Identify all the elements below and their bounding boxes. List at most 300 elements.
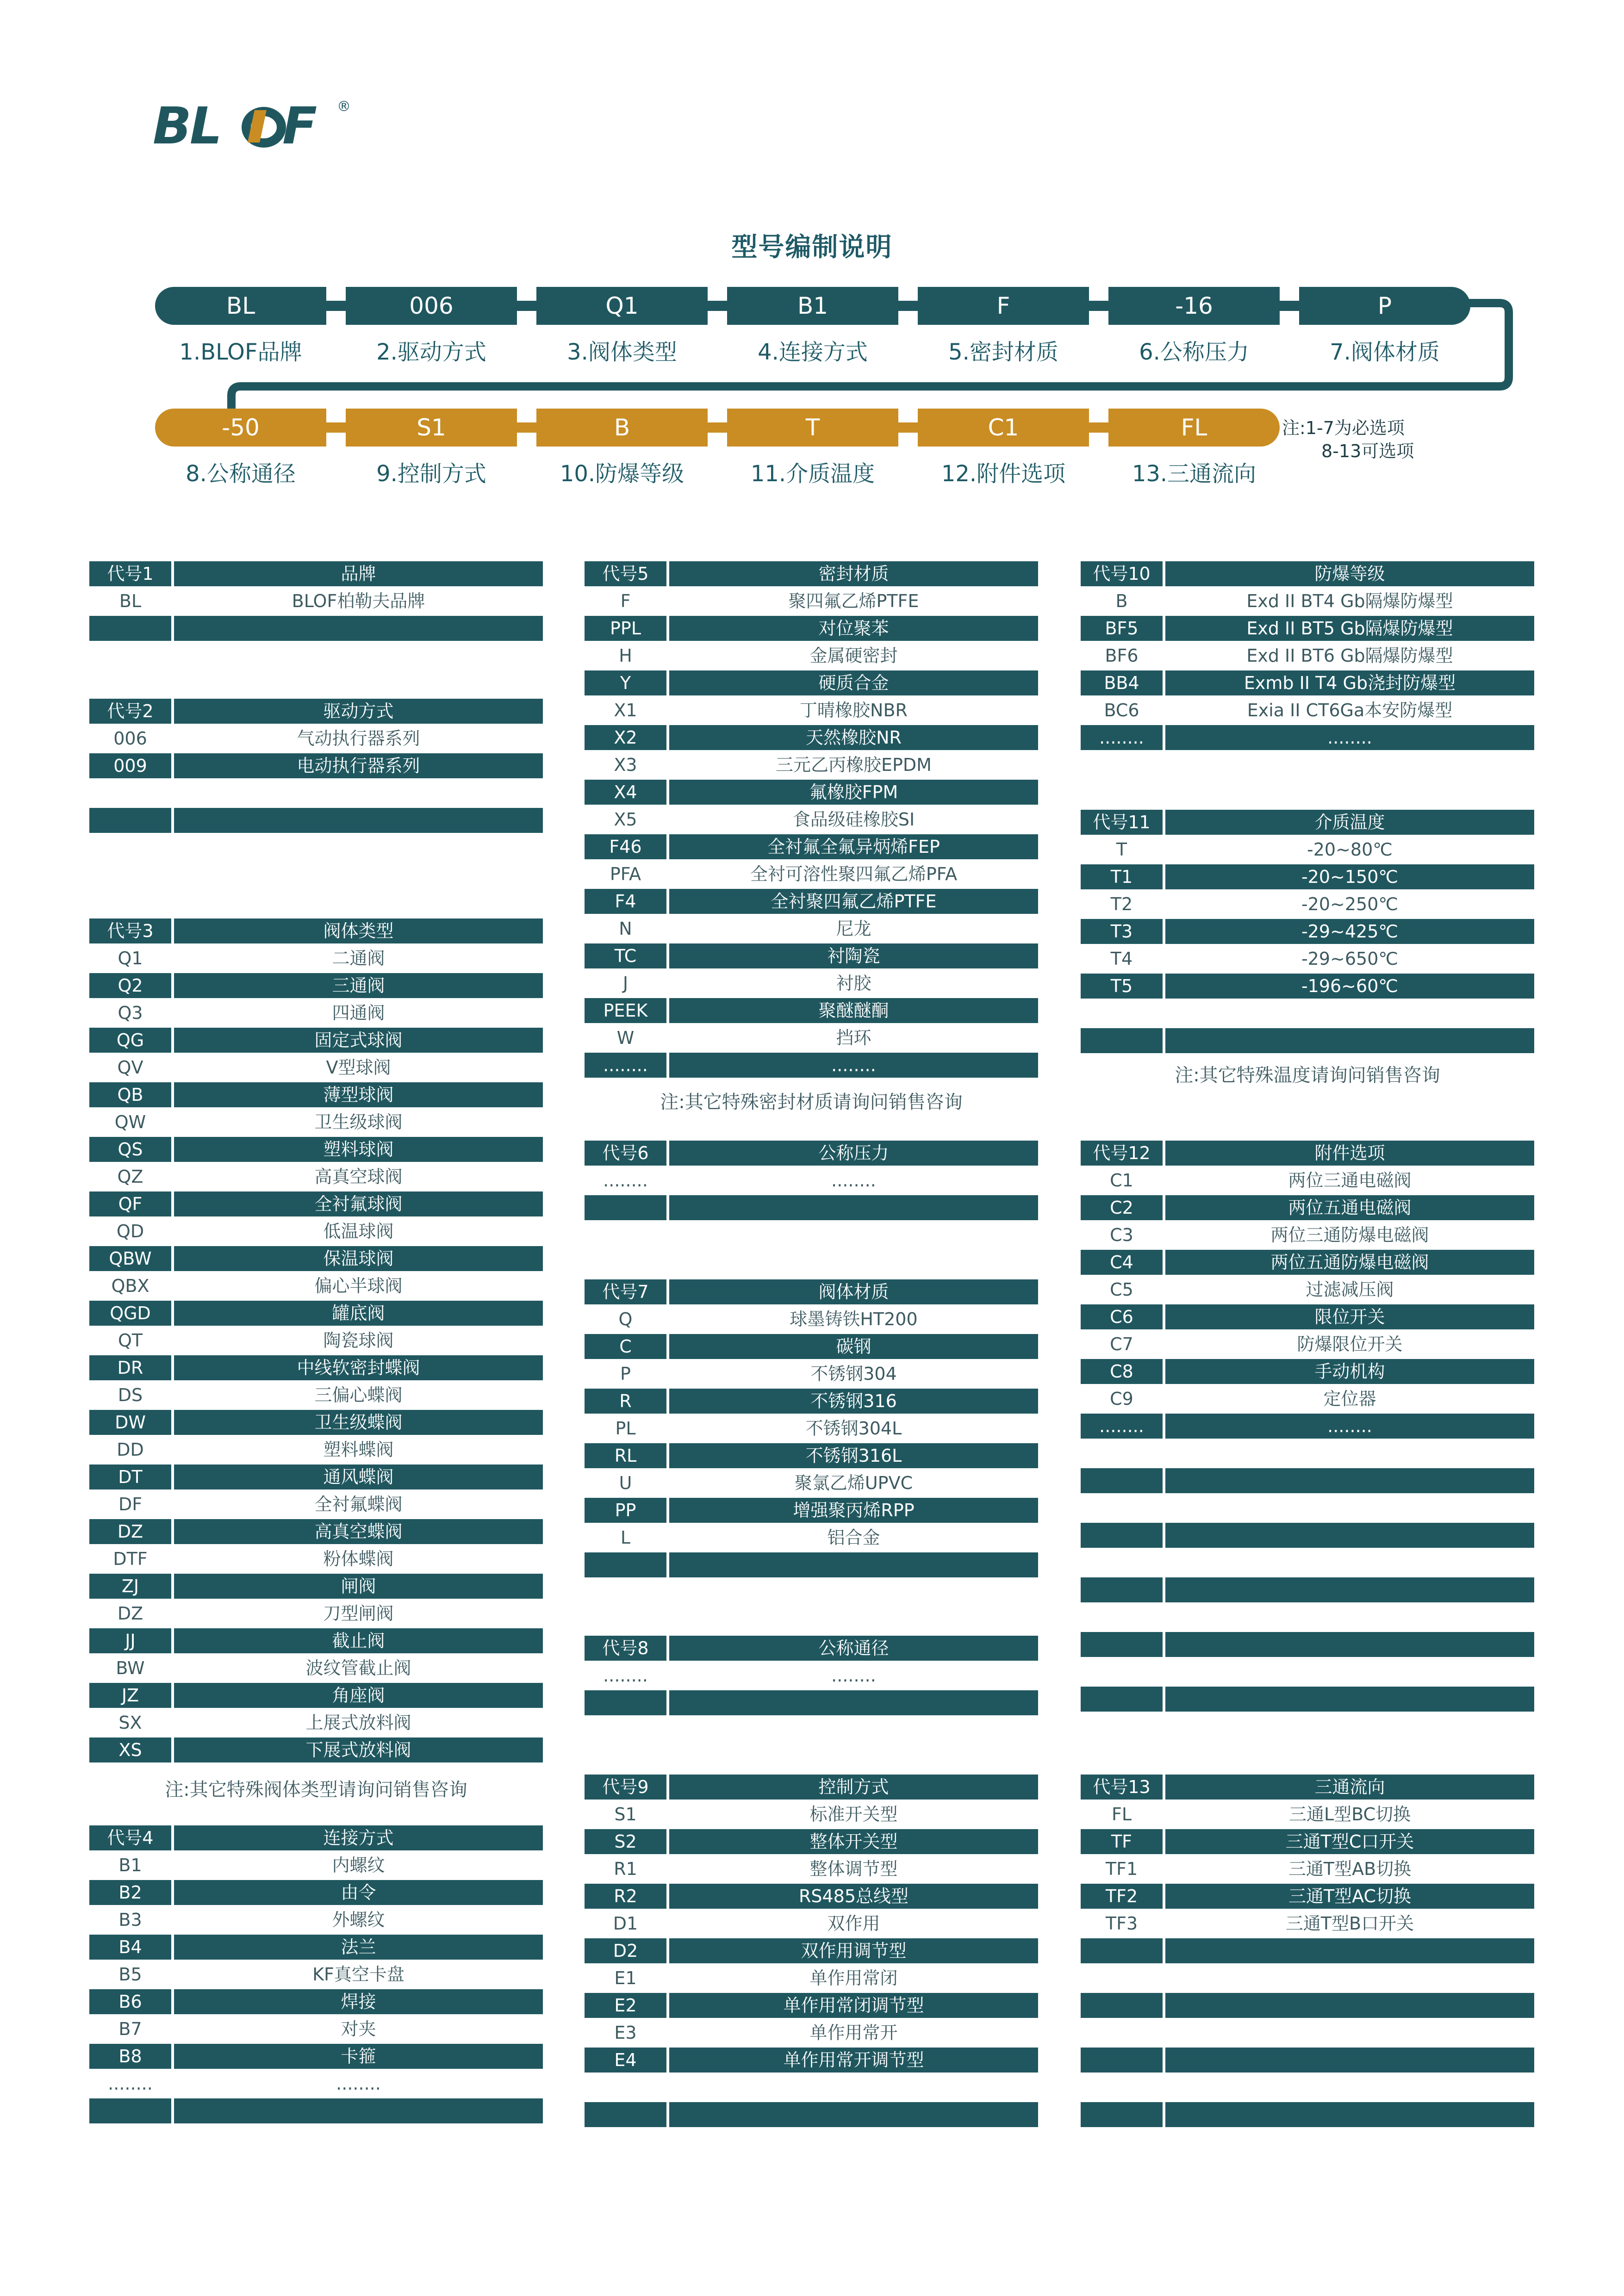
table-header bbox=[585, 1636, 1038, 1661]
table-row bbox=[585, 1471, 1038, 1496]
code-table-t13 bbox=[1081, 1775, 1534, 2129]
code-cell: BW bbox=[116, 1658, 145, 1678]
description-cell: 不锈钢316L bbox=[669, 1443, 1038, 1468]
pill-link bbox=[898, 301, 918, 311]
description-cell: 阀体类型 bbox=[174, 918, 543, 943]
description-cell: 铝合金 bbox=[827, 1527, 880, 1548]
description-cell: 衬陶瓷 bbox=[669, 943, 1038, 968]
table-row bbox=[89, 1110, 543, 1135]
code-cell: E4 bbox=[585, 2048, 666, 2073]
table-row bbox=[89, 1164, 543, 1189]
code-cell: DF bbox=[118, 1494, 143, 1514]
description-cell: 卡箍 bbox=[174, 2044, 543, 2069]
code-cell bbox=[585, 1195, 666, 1220]
pill-link bbox=[708, 422, 727, 433]
code-cell: QB bbox=[89, 1082, 171, 1107]
code-cell: Q3 bbox=[118, 1003, 143, 1023]
code-pill-6: -16 bbox=[1108, 287, 1280, 325]
code-pill-2: S1 bbox=[346, 409, 517, 447]
description-cell: -20~80℃ bbox=[1307, 839, 1393, 860]
description-cell: 薄型球阀 bbox=[174, 1082, 543, 1107]
code-cell: X4 bbox=[585, 780, 666, 805]
table-row bbox=[585, 807, 1038, 832]
table-row bbox=[585, 1307, 1038, 1332]
description-cell: 单作用常闭调节型 bbox=[669, 1993, 1038, 2018]
table-row bbox=[89, 1437, 543, 1462]
table-row bbox=[1081, 837, 1534, 862]
code-cell: 006 bbox=[113, 728, 147, 749]
description-cell: 闸阀 bbox=[174, 1574, 543, 1599]
code-cell: 代号9 bbox=[585, 1775, 666, 1800]
code-cell: BF5 bbox=[1081, 616, 1163, 641]
code-cell: ........ bbox=[108, 2073, 153, 2094]
code-cell: QZ bbox=[117, 1167, 143, 1187]
description-cell: 球墨铸铁HT200 bbox=[790, 1309, 918, 1329]
description-cell: 气动执行器系列 bbox=[297, 728, 420, 749]
description-cell: 上展式放料阀 bbox=[305, 1713, 411, 1733]
table-row bbox=[89, 781, 543, 806]
description-cell: 角座阀 bbox=[174, 1683, 543, 1708]
table-row bbox=[1081, 1250, 1534, 1275]
description-cell bbox=[1165, 2048, 1534, 2073]
table-row bbox=[1081, 974, 1534, 999]
description-cell: 不锈钢316 bbox=[669, 1389, 1038, 1414]
code-cell: 代号13 bbox=[1081, 1775, 1163, 1800]
code-cell: 代号2 bbox=[89, 699, 171, 724]
description-cell bbox=[1165, 1659, 1534, 1684]
code-label-4: 11.介质温度 bbox=[750, 461, 875, 487]
code-cell: C6 bbox=[1081, 1304, 1163, 1329]
table-row bbox=[1081, 616, 1534, 641]
code-table-t3 bbox=[89, 918, 543, 1765]
code-label-1: 1.BLOF品牌 bbox=[179, 339, 302, 365]
description-cell: V型球阀 bbox=[326, 1057, 391, 1078]
description-cell: -29~425℃ bbox=[1165, 919, 1534, 944]
table-row bbox=[1081, 1304, 1534, 1329]
code-cell: F46 bbox=[585, 834, 666, 859]
table-row bbox=[89, 1962, 543, 1987]
code-table-t7 bbox=[585, 1279, 1038, 1580]
description-cell: 公称压力 bbox=[669, 1141, 1038, 1166]
code-cell bbox=[1081, 1468, 1163, 1493]
code-cell: DW bbox=[89, 1410, 171, 1435]
description-cell: 两位三通电磁阀 bbox=[1288, 1170, 1412, 1191]
table-row bbox=[585, 725, 1038, 750]
code-cell: 009 bbox=[89, 753, 171, 778]
code-cell: T bbox=[1116, 839, 1127, 860]
table-row bbox=[1081, 864, 1534, 889]
code-cell bbox=[1081, 1001, 1163, 1026]
code-cell: 代号5 bbox=[585, 561, 666, 586]
code-label-1: 8.公称通径 bbox=[186, 461, 296, 487]
code-cell bbox=[1081, 2048, 1163, 2073]
table-row bbox=[585, 1443, 1038, 1468]
table-note: 注:其它特殊温度请询问销售咨询 bbox=[1175, 1064, 1440, 1086]
code-cell: E3 bbox=[614, 2023, 637, 2043]
description-cell bbox=[1165, 1577, 1534, 1602]
description-cell: 高真空球阀 bbox=[314, 1167, 403, 1187]
description-cell: 陶瓷球阀 bbox=[323, 1330, 394, 1351]
table-row bbox=[1081, 2075, 1534, 2100]
description-cell: ........ bbox=[831, 1665, 876, 1686]
code-cell: ........ bbox=[1081, 1414, 1163, 1439]
code-cell: TF bbox=[1081, 1829, 1163, 1854]
code-cell: X3 bbox=[614, 755, 637, 775]
code-cell: L bbox=[620, 1527, 631, 1548]
code-cell: ........ bbox=[603, 1665, 648, 1686]
table-row bbox=[89, 1383, 543, 1408]
code-label-3: 10.防爆等级 bbox=[560, 461, 684, 487]
code-table-t5 bbox=[585, 561, 1038, 1080]
table-row bbox=[1081, 1993, 1534, 2018]
description-cell: 限位开关 bbox=[1165, 1304, 1534, 1329]
description-cell: 电动执行器系列 bbox=[174, 753, 543, 778]
pill-link bbox=[326, 301, 346, 311]
code-table-t8 bbox=[585, 1636, 1038, 1718]
table-row bbox=[585, 2075, 1038, 2100]
table-row bbox=[585, 1334, 1038, 1359]
code-cell: PEEK bbox=[585, 998, 666, 1023]
table-row bbox=[1081, 1577, 1534, 1602]
description-cell bbox=[1165, 1605, 1534, 1630]
table-row bbox=[89, 1601, 543, 1626]
table-row bbox=[585, 1416, 1038, 1441]
code-pill-2: 006 bbox=[346, 287, 517, 325]
code-label-2: 2.驱动方式 bbox=[376, 339, 486, 365]
code-cell: DT bbox=[89, 1464, 171, 1489]
code-table-t11 bbox=[1081, 810, 1534, 1055]
code-cell: ........ bbox=[1081, 725, 1163, 750]
description-cell bbox=[1165, 1993, 1534, 2018]
code-cell bbox=[89, 616, 171, 641]
code-pill-5: C1 bbox=[918, 409, 1089, 447]
code-cell: BC6 bbox=[1104, 700, 1139, 720]
description-cell: 四通阀 bbox=[332, 1003, 385, 1023]
description-cell: ........ bbox=[1165, 1414, 1534, 1439]
code-cell: C4 bbox=[1081, 1250, 1163, 1275]
description-cell: 密封材质 bbox=[669, 561, 1038, 586]
table-header bbox=[585, 1775, 1038, 1800]
description-cell: 手动机构 bbox=[1165, 1359, 1534, 1384]
description-cell: 对夹 bbox=[341, 2019, 376, 2039]
code-cell: QS bbox=[89, 1137, 171, 1162]
table-row bbox=[1081, 725, 1534, 750]
description-cell: 全衬氟蝶阀 bbox=[314, 1494, 403, 1514]
code-cell: QW bbox=[114, 1112, 146, 1132]
description-cell: 三通流向 bbox=[1165, 1775, 1534, 1800]
table-row bbox=[89, 1880, 543, 1905]
table-row bbox=[89, 2098, 543, 2123]
code-cell: JZ bbox=[89, 1683, 171, 1708]
description-cell: 下展式放料阀 bbox=[174, 1738, 543, 1762]
table-row bbox=[89, 1519, 543, 1544]
description-cell bbox=[1165, 2102, 1534, 2127]
code-pill-4: T bbox=[727, 409, 898, 447]
code-cell bbox=[89, 808, 171, 833]
table-row bbox=[89, 1989, 543, 2014]
table-row bbox=[585, 1938, 1038, 1963]
table-row bbox=[1081, 946, 1534, 971]
table-row bbox=[89, 1055, 543, 1080]
description-cell: 氟橡胶FPM bbox=[669, 780, 1038, 805]
table-row bbox=[585, 943, 1038, 968]
table-header bbox=[1081, 561, 1534, 586]
table-row bbox=[585, 834, 1038, 859]
table-row bbox=[1081, 670, 1534, 695]
description-cell: 全衬氟全氟异炳烯FEP bbox=[669, 834, 1038, 859]
description-cell: 两位五通防爆电磁阀 bbox=[1165, 1250, 1534, 1275]
code-cell: B3 bbox=[118, 1910, 142, 1930]
table-row bbox=[585, 1856, 1038, 1881]
code-cell bbox=[89, 2098, 171, 2123]
table-row bbox=[89, 2044, 543, 2069]
code-cell: Y bbox=[585, 670, 666, 695]
code-cell bbox=[1081, 2075, 1163, 2100]
table-row bbox=[89, 1907, 543, 1932]
description-cell bbox=[1165, 1001, 1534, 1026]
table-header bbox=[89, 561, 543, 586]
code-cell bbox=[1081, 1523, 1163, 1548]
description-cell: 聚氯乙烯UPVC bbox=[794, 1473, 913, 1493]
table-row bbox=[585, 1498, 1038, 1523]
code-label-5: 12.附件选项 bbox=[941, 461, 1066, 487]
code-cell: S2 bbox=[585, 1829, 666, 1854]
description-cell: RS485总线型 bbox=[669, 1884, 1038, 1909]
table-row bbox=[585, 1802, 1038, 1827]
table-row bbox=[585, 998, 1038, 1023]
description-cell: KF真空卡盘 bbox=[312, 1964, 404, 1985]
code-cell: 代号10 bbox=[1081, 561, 1163, 586]
table-row bbox=[1081, 1605, 1534, 1630]
code-label-2: 9.控制方式 bbox=[376, 461, 486, 487]
description-cell bbox=[1165, 2075, 1534, 2100]
table-row bbox=[1081, 1829, 1534, 1854]
code-pill-1: -50 bbox=[155, 409, 326, 447]
table-row bbox=[1081, 2102, 1534, 2127]
code-cell bbox=[585, 2102, 666, 2127]
code-cell bbox=[1081, 1028, 1163, 1053]
table-note: 注:其它特殊密封材质请询问销售咨询 bbox=[660, 1091, 963, 1113]
table-row bbox=[1081, 1441, 1534, 1466]
description-cell: 三通L型BC切换 bbox=[1288, 1804, 1411, 1824]
code-cell bbox=[1081, 1659, 1163, 1684]
table-row bbox=[89, 1137, 543, 1162]
code-cell: ........ bbox=[585, 1053, 666, 1078]
description-cell: 偏心半球阀 bbox=[314, 1276, 403, 1296]
table-row bbox=[585, 752, 1038, 777]
description-cell: 三通T型AC切换 bbox=[1165, 1884, 1534, 1909]
description-cell bbox=[174, 808, 543, 833]
table-row bbox=[1081, 1659, 1534, 1684]
description-cell: 保温球阀 bbox=[174, 1246, 543, 1271]
table-row bbox=[1081, 1496, 1534, 1520]
description-cell: 食品级硅橡胶SI bbox=[792, 809, 915, 830]
description-cell: 单作用常开 bbox=[809, 2023, 898, 2043]
code-cell: 代号1 bbox=[89, 561, 171, 586]
description-cell: 全衬可溶性聚四氟乙烯PFA bbox=[750, 864, 958, 884]
table-row bbox=[585, 616, 1038, 641]
table-row bbox=[1081, 1856, 1534, 1881]
description-cell: 塑料蝶阀 bbox=[323, 1440, 394, 1460]
description-cell: Exd II BT6 Gb隔爆防爆型 bbox=[1246, 645, 1453, 666]
table-row bbox=[585, 1389, 1038, 1414]
table-row bbox=[1081, 1386, 1534, 1411]
code-cell: 代号7 bbox=[585, 1279, 666, 1304]
code-label-7: 7.阀体材质 bbox=[1330, 339, 1440, 365]
code-cell: J bbox=[622, 973, 628, 993]
pill-link bbox=[1280, 301, 1299, 311]
table-row bbox=[89, 1328, 543, 1353]
table-row bbox=[89, 1683, 543, 1708]
table-row bbox=[585, 1911, 1038, 1936]
description-cell: 聚醚醚酮 bbox=[669, 998, 1038, 1023]
description-cell: 聚四氟乙烯PTFE bbox=[788, 591, 919, 611]
description-cell: 对位聚苯 bbox=[669, 616, 1038, 641]
description-cell: 三通阀 bbox=[174, 973, 543, 998]
table-row bbox=[89, 1710, 543, 1735]
code-cell: R2 bbox=[585, 1884, 666, 1909]
code-cell: Q1 bbox=[118, 948, 143, 968]
table-row bbox=[1081, 2048, 1534, 2073]
code-cell: BL bbox=[119, 591, 142, 611]
table-row bbox=[585, 971, 1038, 996]
table-row bbox=[89, 1546, 543, 1571]
table-row bbox=[1081, 1966, 1534, 1991]
description-cell: 不锈钢304L bbox=[805, 1418, 902, 1439]
table-row bbox=[89, 1935, 543, 1960]
code-cell: QT bbox=[118, 1330, 143, 1351]
code-table-t2 bbox=[89, 699, 543, 835]
code-cell: 代号3 bbox=[89, 918, 171, 943]
pill-link bbox=[517, 301, 536, 311]
code-cell: XS bbox=[89, 1738, 171, 1762]
table-row bbox=[89, 1656, 543, 1681]
table-row bbox=[89, 616, 543, 641]
code-pill-5: F bbox=[918, 287, 1089, 325]
code-cell: T4 bbox=[1110, 949, 1133, 969]
code-label-3: 3.阀体类型 bbox=[567, 339, 677, 365]
table-row bbox=[585, 698, 1038, 723]
description-cell bbox=[1165, 1468, 1534, 1493]
description-cell bbox=[1165, 1028, 1534, 1053]
code-cell: R bbox=[585, 1389, 666, 1414]
table-row bbox=[1081, 1550, 1534, 1575]
description-cell bbox=[1165, 1441, 1534, 1466]
code-cell: X5 bbox=[614, 809, 637, 830]
description-cell: 全衬聚四氟乙烯PTFE bbox=[669, 889, 1038, 914]
code-cell: B4 bbox=[89, 1935, 171, 1960]
code-pill-7: P bbox=[1299, 287, 1470, 325]
description-cell: BLOF柏勒夫品牌 bbox=[292, 591, 425, 611]
code-cell: H bbox=[619, 645, 632, 666]
code-cell: TC bbox=[585, 943, 666, 968]
description-cell: 外螺纹 bbox=[332, 1910, 385, 1930]
description-cell bbox=[669, 1690, 1038, 1715]
description-cell: 双作用调节型 bbox=[669, 1938, 1038, 1963]
description-cell: 双作用 bbox=[827, 1913, 880, 1934]
table-row bbox=[585, 2102, 1038, 2127]
table-header bbox=[89, 699, 543, 724]
code-label-4: 4.连接方式 bbox=[758, 339, 868, 365]
selection-note bbox=[1282, 416, 1476, 463]
code-cell: TF2 bbox=[1081, 1884, 1163, 1909]
description-cell: 三通T型C口开关 bbox=[1165, 1829, 1534, 1854]
description-cell: -29~650℃ bbox=[1301, 949, 1399, 969]
table-row bbox=[585, 916, 1038, 941]
page-title: 型号编制说明 bbox=[731, 232, 893, 262]
description-cell: 硬质合金 bbox=[669, 670, 1038, 695]
table-header bbox=[1081, 1141, 1534, 1166]
code-cell: TF1 bbox=[1105, 1859, 1138, 1879]
table-row bbox=[1081, 919, 1534, 944]
code-cell bbox=[1081, 2102, 1163, 2127]
description-cell: 连接方式 bbox=[174, 1825, 543, 1850]
description-cell: 金属硬密封 bbox=[809, 645, 898, 666]
code-cell: QBW bbox=[89, 1246, 171, 1271]
table-header bbox=[1081, 1775, 1534, 1800]
description-cell bbox=[1165, 1966, 1534, 1991]
description-cell: 品牌 bbox=[174, 561, 543, 586]
table-row bbox=[1081, 698, 1534, 723]
table-row bbox=[89, 589, 543, 614]
code-flow-connector bbox=[0, 0, 1624, 463]
table-row bbox=[1081, 1168, 1534, 1193]
code-cell: C8 bbox=[1081, 1359, 1163, 1384]
code-cell: ........ bbox=[603, 1170, 648, 1191]
description-cell: -20~150℃ bbox=[1165, 864, 1534, 889]
table-row bbox=[1081, 1001, 1534, 1026]
pill-link bbox=[708, 301, 727, 311]
description-cell: 整体开关型 bbox=[669, 1829, 1038, 1854]
table-row bbox=[89, 1464, 543, 1489]
table-row bbox=[585, 643, 1038, 668]
table-header bbox=[89, 918, 543, 943]
table-row bbox=[1081, 2020, 1534, 2045]
code-cell: T2 bbox=[1110, 894, 1133, 914]
description-cell: 固定式球阀 bbox=[174, 1028, 543, 1053]
code-cell: C5 bbox=[1110, 1279, 1133, 1300]
table-row bbox=[89, 1301, 543, 1326]
description-cell: 阀体材质 bbox=[669, 1279, 1038, 1304]
code-cell: X1 bbox=[614, 700, 637, 720]
description-cell bbox=[174, 781, 543, 806]
code-cell bbox=[1081, 1605, 1163, 1630]
code-cell: N bbox=[619, 918, 632, 939]
description-cell bbox=[669, 2102, 1038, 2127]
description-cell bbox=[669, 1552, 1038, 1577]
table-row bbox=[89, 726, 543, 751]
code-cell: QG bbox=[89, 1028, 171, 1053]
code-cell bbox=[1081, 1496, 1163, 1520]
table-row bbox=[89, 808, 543, 833]
description-cell bbox=[174, 616, 543, 641]
code-table-t12 bbox=[1081, 1141, 1534, 1714]
description-cell: Exd II BT4 Gb隔爆防爆型 bbox=[1246, 591, 1453, 611]
description-cell: 碳钢 bbox=[669, 1334, 1038, 1359]
note-line-1: 注:1-7为必选项 bbox=[1282, 418, 1405, 438]
table-row bbox=[89, 1492, 543, 1517]
code-cell: QV bbox=[117, 1057, 143, 1078]
logo-text: BL bbox=[153, 96, 220, 155]
code-cell: C1 bbox=[1110, 1170, 1133, 1191]
description-cell: 挡环 bbox=[836, 1028, 871, 1048]
description-cell: 附件选项 bbox=[1165, 1141, 1534, 1166]
code-label-6: 13.三通流向 bbox=[1132, 461, 1257, 487]
description-cell: 截止阀 bbox=[174, 1628, 543, 1653]
code-cell: D1 bbox=[613, 1913, 638, 1934]
table-header bbox=[1081, 810, 1534, 835]
code-cell: QD bbox=[116, 1221, 144, 1241]
